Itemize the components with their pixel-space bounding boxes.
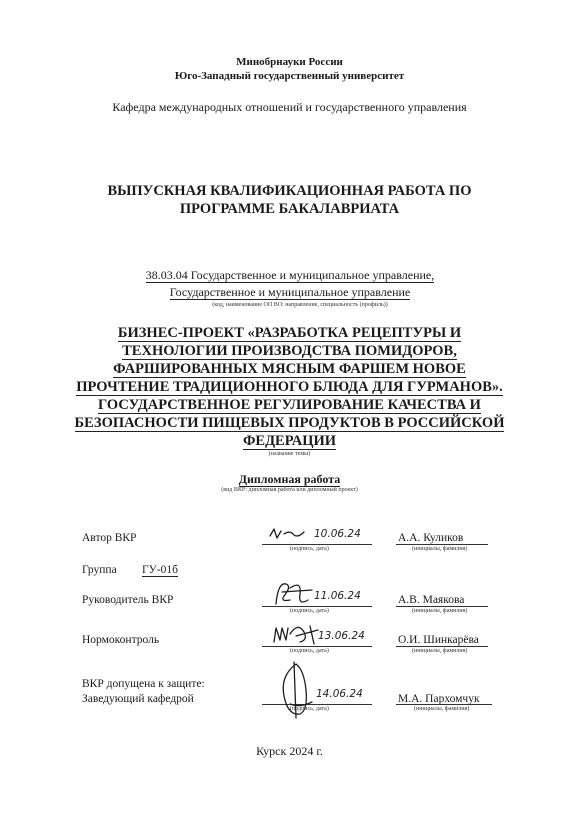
topic-line-7: ФЕДЕРАЦИИ bbox=[242, 433, 337, 449]
normcontrol-date: 13.06.24 bbox=[318, 630, 365, 642]
ministry-name: Минобрнауки России bbox=[236, 56, 343, 68]
normcontrol-name-line bbox=[396, 646, 488, 647]
group-value: ГУ-01б bbox=[142, 564, 178, 576]
author-name: А.А. Куликов bbox=[398, 532, 464, 544]
head-name-line bbox=[396, 704, 492, 705]
city-year: Курск 2024 г. bbox=[256, 744, 323, 758]
author-signature bbox=[268, 526, 308, 542]
department-name: Кафедра международных отношений и государственного управления bbox=[112, 100, 467, 114]
supervisor-signature bbox=[272, 578, 316, 610]
author-name-caption: (инициалы, фамилия) bbox=[412, 546, 468, 552]
author-date: 10.06.24 bbox=[314, 528, 361, 540]
author-label: Автор ВКР bbox=[82, 532, 137, 544]
head-date: 14.06.24 bbox=[316, 688, 363, 700]
supervisor-name-line bbox=[396, 606, 488, 607]
program-profile: Государственное и муниципальное управление bbox=[169, 285, 411, 299]
topic-line-5: ГОСУДАРСТВЕННОЕ РЕГУЛИРОВАНИЕ КАЧЕСТВА И bbox=[98, 397, 481, 413]
topic-caption: (название темы) bbox=[268, 451, 311, 457]
normcontrol-signature bbox=[270, 622, 322, 650]
supervisor-label: Руководитель ВКР bbox=[82, 594, 174, 606]
university-name: Юго-Западный государственный университет bbox=[174, 70, 405, 82]
author-name-line bbox=[396, 544, 488, 545]
supervisor-date: 11.06.24 bbox=[314, 590, 361, 602]
head-name-caption: (инициалы, фамилия) bbox=[414, 706, 470, 712]
topic-line-1: БИЗНЕС-ПРОЕКТ «РАЗРАБОТКА РЕЦЕПТУРЫ И bbox=[117, 325, 462, 341]
group-label: Группа bbox=[82, 564, 117, 576]
normcontrol-label: Нормоконтроль bbox=[82, 634, 160, 646]
topic-line-3: ФАРШИРОВАННЫХ МЯСНЫМ ФАРШЕМ НОВОЕ bbox=[113, 361, 466, 377]
program-caption: (код, наименование ОП ВО: направление, специальность (профиль)) bbox=[212, 302, 388, 308]
supervisor-signature-caption: (подпись, дата) bbox=[290, 608, 329, 614]
head-signature-caption: (подпись, дата) bbox=[290, 706, 329, 712]
admission-label: ВКР допущена к защите: bbox=[82, 678, 205, 690]
program-code: 38.03.04 Государственное и муниципальное управление, bbox=[145, 268, 435, 282]
topic-line-4: ПРОЧТЕНИЕ ТРАДИЦИОННОГО БЛЮДА ДЛЯ ГУРМАНОВ». bbox=[76, 379, 503, 395]
head-label: Заведующий кафедрой bbox=[82, 693, 194, 705]
work-kind-caption: (вид ВКР: дипломная работа или дипломный проект) bbox=[221, 487, 358, 493]
topic-line-6: БЕЗОПАСНОСТИ ПИЩЕВЫХ ПРОДУКТОВ В РОССИЙСКОЙ bbox=[74, 415, 505, 431]
work-kind: Дипломная работа bbox=[238, 472, 341, 486]
work-type-title-line-1: ВЫПУСКНАЯ КВАЛИФИКАЦИОННАЯ РАБОТА ПО bbox=[107, 183, 472, 199]
head-name: М.А. Пархомчук bbox=[398, 693, 480, 705]
normcontrol-name: О.И. Шинкарёва bbox=[398, 634, 479, 646]
supervisor-name: А.В. Маякова bbox=[398, 594, 465, 606]
author-signature-caption: (подпись, дата) bbox=[290, 546, 329, 552]
normcontrol-name-caption: (инициалы, фамилия) bbox=[412, 648, 468, 654]
topic-line-2: ТЕХНОЛОГИИ ПРОИЗВОДСТВА ПОМИДОРОВ, bbox=[122, 343, 457, 359]
normcontrol-signature-caption: (подпись, дата) bbox=[290, 648, 329, 654]
author-signature-line bbox=[262, 544, 372, 545]
supervisor-name-caption: (инициалы, фамилия) bbox=[412, 608, 468, 614]
work-type-title-line-2: ПРОГРАММЕ БАКАЛАВРИАТА bbox=[179, 201, 400, 217]
